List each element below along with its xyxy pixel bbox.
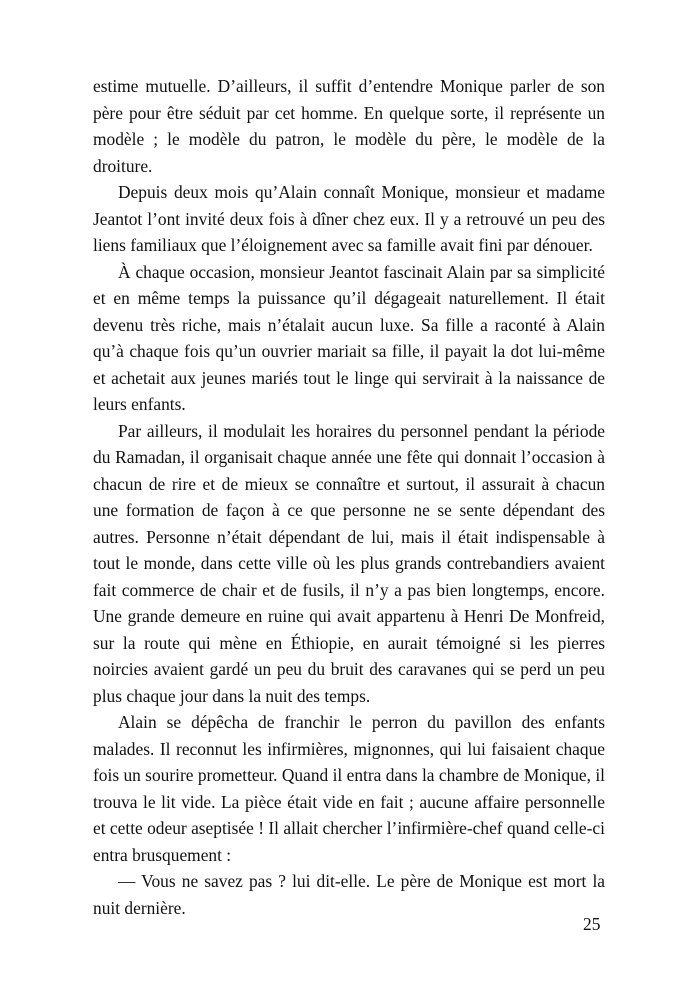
paragraph-5: Alain se dépêcha de franchir le perron du pavillon des enfants malades. Il reconnut les infirmières, mignonnes, qui lui faisaient chaque fois un sourire prometteur. Quand il entra dans la chambre de Monique, il trouva le lit vide. La pièce était vide en fait ; aucune affaire personnelle et cette odeur aseptisée ! Il allait chercher l’infirmière-chef quand celle-ci entra brusquement : (93, 712, 605, 865)
page-number: 25 (583, 914, 601, 934)
page-body (93, 73, 605, 921)
paragraph-2: Depuis deux mois qu’Alain connaît Monique, monsieur et madame Jeantot l’ont invité deux fois à dîner chez eux. Il y a retrouvé un peu des liens familiaux que l’éloignement avec sa famille avait fini par dénouer. (93, 182, 605, 255)
paragraph-6: — Vous ne savez pas ? lui dit-elle. Le père de Monique est mort la nuit dernière. (93, 871, 605, 918)
paragraph-1: estime mutuelle. D’ailleurs, il suffit d’entendre Monique parler de son père pour être séduit par cet homme. En quelque sorte, il représente un modèle ; le modèle du patron, le modèle du père, le modèle de la droiture. (93, 76, 605, 176)
paragraph-3: À chaque occasion, monsieur Jeantot fascinait Alain par sa simplicité et en même temps la puissance qu’il dégageait naturellement. Il était devenu très riche, mais n’étalait aucun luxe. Sa fille a raconté à Alain qu’à chaque fois qu’un ouvrier mariait sa fille, il payait la dot lui-même et achetait aux jeunes mariés tout le linge qui servirait à la naissance de leurs enfants. (93, 261, 605, 414)
paragraph-4: Par ailleurs, il modulait les horaires du personnel pendant la période du Ramadan, il organisait chaque année une fête qui donnait l’occasion à chacun de rire et de mieux se connaître et surtout, il assurait à chacun une formation de façon à ce que personne ne se sente dépendant des autres. Personne n’était dépendant de lui, mais il était indispensable à tout le monde, dans cette ville où les plus grands contrebandiers avaient fait commerce de chair et de fusils, il n’y a pas bien longtemps, encore. Une grande demeure en ruine qui avait appartenu à Henri De Monfreid, sur la route qui mène en Éthiopie, en aurait témoigné si les pierres noircies avaient gardé un peu du bruit des caravanes qui se perd un peu plus chaque jour dans la nuit des temps. (93, 420, 605, 706)
